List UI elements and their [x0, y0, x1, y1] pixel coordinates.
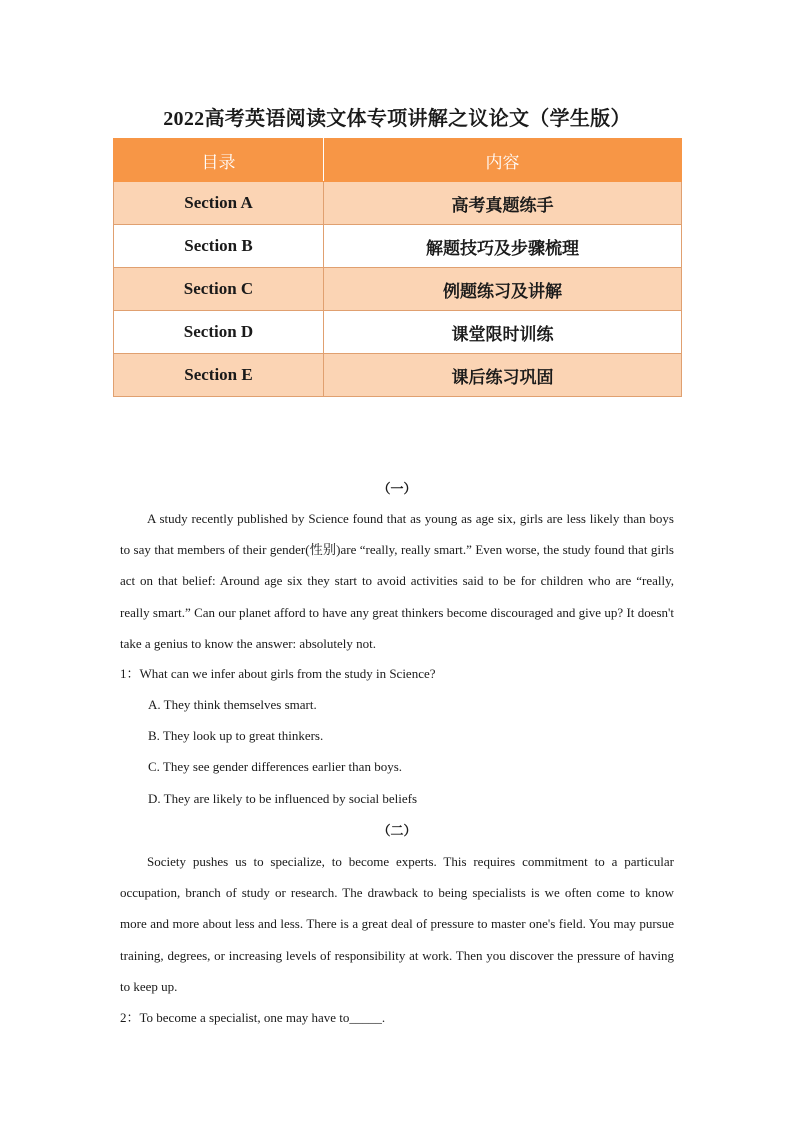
passage-2-paragraph: Society pushes us to specialize, to become experts. This requires commitment to a particular occupation, branch of study or research. The drawback to being specialists is we often come to know more and more about less and less. There is a great deal of pressure to master one's field. You may pursue training, degrees, or increasing levels of responsibility at work. Then you discover the pressure of having to keep up. — [120, 854, 674, 994]
section-label: Section C — [114, 268, 324, 311]
contents-table — [113, 138, 682, 397]
section-label: Section E — [114, 354, 324, 397]
table-row — [114, 182, 682, 225]
section-topic: 课堂限时训练 — [324, 311, 682, 354]
document-title: 2022高考英语阅读文体专项讲解之议论文（学生版） — [163, 108, 631, 130]
question-1: 1：What can we infer about girls from the study in Science? — [120, 666, 436, 681]
passage-1-heading: （一） — [377, 481, 417, 496]
passage-2-body — [120, 846, 674, 1002]
option-a: A. They think themselves smart. — [148, 697, 317, 712]
header-catalog: 目录 — [114, 139, 324, 182]
section-topic: 课后练习巩固 — [324, 354, 682, 397]
section-label: Section D — [114, 311, 324, 354]
section-label: Section B — [114, 225, 324, 268]
table-row — [114, 354, 682, 397]
passage-1-paragraph: A study recently published by Science found that as young as age six, girls are less likely than boys to say that members of their gender(性别)are “really, really smart.” Even worse, the study found that girls act on that belief: Around age six they start to avoid activities said to be for children who are “really, really smart.” Can our planet afford to have any great thinkers become discouraged and give up? It doesn't take a genius to know the answer: absolutely not. — [120, 511, 674, 651]
passage-2-heading: （二） — [377, 823, 417, 838]
header-content: 内容 — [324, 139, 682, 182]
passage-1-body — [120, 503, 674, 659]
table-row — [114, 311, 682, 354]
section-topic: 高考真题练手 — [324, 182, 682, 225]
table-header-row — [114, 139, 682, 182]
section-topic: 例题练习及讲解 — [324, 268, 682, 311]
option-b: B. They look up to great thinkers. — [148, 728, 324, 743]
section-topic: 解题技巧及步骤梳理 — [324, 225, 682, 268]
table-row — [114, 225, 682, 268]
table-row — [114, 268, 682, 311]
section-label: Section A — [114, 182, 324, 225]
question-2: 2：To become a specialist, one may have to_____. — [120, 1010, 386, 1025]
option-d: D. They are likely to be influenced by social beliefs — [148, 791, 418, 806]
option-c: C. They see gender differences earlier than boys. — [148, 759, 403, 774]
